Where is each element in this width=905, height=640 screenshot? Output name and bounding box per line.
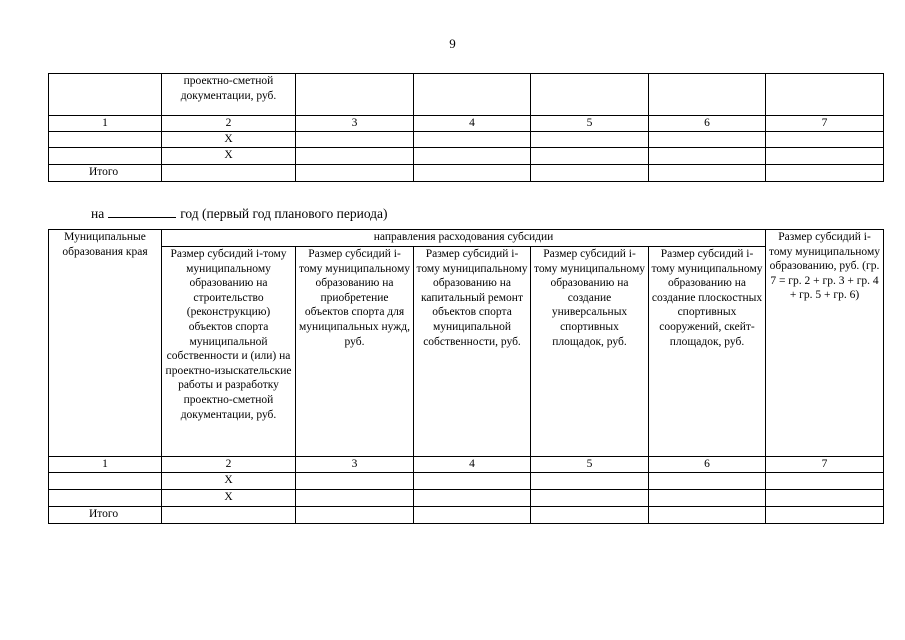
- table-header-row: [49, 230, 884, 247]
- table-cell: [49, 131, 162, 147]
- table-cell: [531, 490, 649, 507]
- subsidy-table-continued: [48, 73, 884, 182]
- table-cell: [531, 164, 649, 181]
- table-cell: [49, 147, 162, 164]
- total-row: [49, 507, 884, 524]
- table-cell: [649, 490, 766, 507]
- column-number: 7: [766, 116, 884, 132]
- table-cell: [766, 147, 884, 164]
- table-cell: Х: [162, 473, 296, 490]
- subheader-col3: Размер субсидий i-тому муниципальному образованию на приобретение объектов спорта для муниципальных нужд, руб.: [296, 247, 414, 457]
- column-number: 5: [531, 116, 649, 132]
- table-cell: [766, 473, 884, 490]
- table-header-row: [49, 74, 884, 116]
- table-cell: [766, 490, 884, 507]
- header-cell: [531, 74, 649, 116]
- table-cell: [414, 507, 531, 524]
- col7-header: Размер субсидий i-тому муниципальному образованию, руб. (гр. 7 = гр. 2 + гр. 3 + гр. 4 + гр. 5 + гр. 6): [766, 230, 884, 457]
- table-cell: [296, 147, 414, 164]
- table-cell: [296, 473, 414, 490]
- section-heading: [91, 205, 388, 222]
- column-number-row: [49, 457, 884, 473]
- table-cell: [649, 164, 766, 181]
- table-row: [49, 147, 884, 164]
- table-cell: [531, 147, 649, 164]
- page-number: 9: [449, 36, 456, 51]
- column-number: 5: [531, 457, 649, 473]
- column-number: 4: [414, 116, 531, 132]
- table-cell: [649, 473, 766, 490]
- table-cell: [531, 507, 649, 524]
- column-number: 3: [296, 457, 414, 473]
- header-cell: [296, 74, 414, 116]
- subheader-col6: Размер субсидий i-тому муниципальному образованию на создание плоскостных спортивных сооружений, скейт-площадок, руб.: [649, 247, 766, 457]
- column-number: 2: [162, 116, 296, 132]
- heading-suffix: год (первый год планового периода): [180, 206, 388, 221]
- heading-prefix: на: [91, 206, 105, 221]
- table-cell: [296, 131, 414, 147]
- column-number: 3: [296, 116, 414, 132]
- subsidy-table: [48, 229, 884, 524]
- table-cell: [162, 507, 296, 524]
- table-cell: [649, 131, 766, 147]
- table-cell: [766, 131, 884, 147]
- column-number: 1: [49, 457, 162, 473]
- table-cell: [414, 131, 531, 147]
- column-number: 2: [162, 457, 296, 473]
- column-number-row: [49, 116, 884, 132]
- table-cell: [649, 147, 766, 164]
- table-cell: [414, 164, 531, 181]
- header-cell: [49, 74, 162, 116]
- table-cell: [531, 131, 649, 147]
- table-cell: [296, 507, 414, 524]
- subheader-col2: Размер субсидий i-тому муниципальному образованию на строительство (реконструкцию) объектов спорта муниципальной собственности и (или) на проектно-изыскательские работы и разработку проектно-сметной документации, руб.: [162, 247, 296, 457]
- table-cell: [414, 490, 531, 507]
- table-cell: [49, 490, 162, 507]
- column-number: 1: [49, 116, 162, 132]
- group-header: направления расходования субсидии: [162, 230, 766, 247]
- header-cell: [414, 74, 531, 116]
- table-cell: [649, 507, 766, 524]
- column-number: 4: [414, 457, 531, 473]
- subheader-col5: Размер субсидий i-тому муниципальному образованию на создание универсальных спортивных площадок, руб.: [531, 247, 649, 457]
- subheader-col4: Размер субсидий i-тому муниципальному образованию на капитальный ремонт объектов спорта муниципальной собственности, руб.: [414, 247, 531, 457]
- table-subheader-row: [49, 247, 884, 457]
- total-row: [49, 164, 884, 181]
- header-cell-col2: проектно-сметной документации, руб.: [162, 74, 296, 116]
- table-cell: [414, 473, 531, 490]
- column-number: 6: [649, 457, 766, 473]
- year-blank-line: [108, 205, 176, 218]
- total-label: Итого: [49, 507, 162, 524]
- table-cell: [766, 507, 884, 524]
- col1-header: Муниципальные образования края: [49, 230, 162, 457]
- table-row: [49, 131, 884, 147]
- table-cell: [296, 490, 414, 507]
- column-number: 6: [649, 116, 766, 132]
- header-cell: [649, 74, 766, 116]
- table-cell: [414, 147, 531, 164]
- table-cell: Х: [162, 490, 296, 507]
- table-cell: [162, 164, 296, 181]
- table-cell: [49, 473, 162, 490]
- header-cell: [766, 74, 884, 116]
- table-cell: Х: [162, 147, 296, 164]
- table-row: [49, 490, 884, 507]
- table-cell: [296, 164, 414, 181]
- table-row: [49, 473, 884, 490]
- table-cell: Х: [162, 131, 296, 147]
- total-label: Итого: [49, 164, 162, 181]
- table-cell: [766, 164, 884, 181]
- column-number: 7: [766, 457, 884, 473]
- table-cell: [531, 473, 649, 490]
